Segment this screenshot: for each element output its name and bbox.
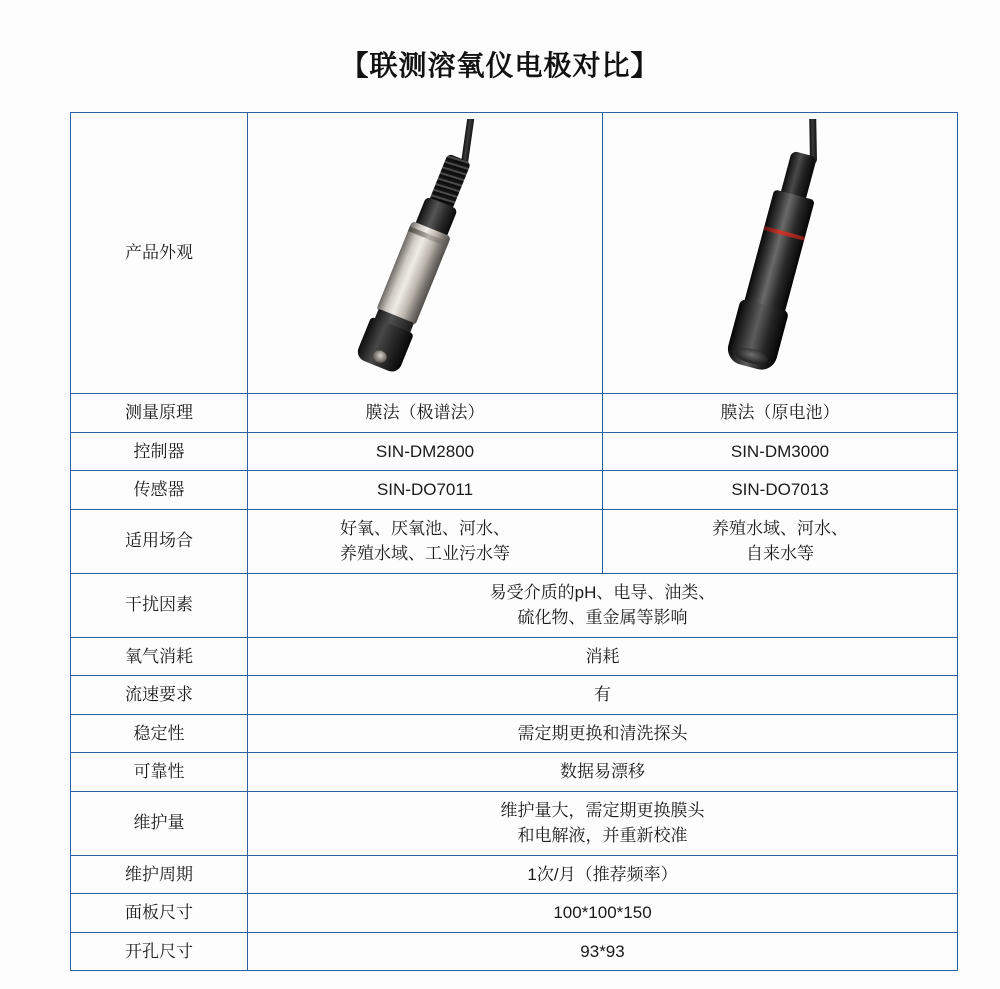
row-value-a: SIN-DO7011 [248, 471, 603, 510]
table-row [71, 432, 958, 471]
row-label: 稳定性 [71, 714, 248, 753]
row-label: 维护量 [71, 791, 248, 855]
row-label: 面板尺寸 [71, 894, 248, 933]
product-b-image-cell [603, 113, 958, 394]
table-row [71, 509, 958, 573]
row-label: 控制器 [71, 432, 248, 471]
product-a-image-cell [248, 113, 603, 394]
probe-body-icon [376, 221, 451, 326]
row-value-merged: 消耗 [248, 637, 958, 676]
row-value-merged: 1次/月（推荐频率） [248, 855, 958, 894]
table-row [71, 676, 958, 715]
row-value-merged: 需定期更换和清洗探头 [248, 714, 958, 753]
row-value-b: 养殖水域、河水、 自来水等 [603, 509, 958, 573]
row-value-merged: 维护量大，需定期更换膜头 和电解液，并重新校准 [248, 791, 958, 855]
probe-black-illustration [703, 127, 857, 380]
probe-silver-illustration [337, 128, 512, 377]
product-a-photo [252, 119, 598, 387]
probe-body-icon [743, 189, 815, 316]
row-label: 流速要求 [71, 676, 248, 715]
table-row [71, 471, 958, 510]
table-row [71, 573, 958, 637]
row-value-a: 膜法（极谱法） [248, 394, 603, 433]
row-value-merged: 数据易漂移 [248, 753, 958, 792]
row-value-merged: 93*93 [248, 932, 958, 971]
row-label-appearance: 产品外观 [71, 113, 248, 394]
product-b-photo [607, 119, 953, 387]
table-row [71, 791, 958, 855]
comparison-table-body [71, 113, 958, 971]
row-label: 氧气消耗 [71, 637, 248, 676]
row-label: 维护周期 [71, 855, 248, 894]
row-value-b: SIN-DO7013 [603, 471, 958, 510]
page-title: 【联测溶氧仪电极对比】 [340, 50, 660, 81]
row-label: 干扰因素 [71, 573, 248, 637]
table-row [71, 637, 958, 676]
row-value-b: 膜法（原电池） [603, 394, 958, 433]
row-value-a: SIN-DM2800 [248, 432, 603, 471]
row-value-merged: 100*100*150 [248, 894, 958, 933]
row-label: 传感器 [71, 471, 248, 510]
row-value-merged: 易受介质的pH、电导、油类、 硫化物、重金属等影响 [248, 573, 958, 637]
comparison-table-container [70, 112, 930, 971]
row-label: 可靠性 [71, 753, 248, 792]
row-label: 测量原理 [71, 394, 248, 433]
table-row [71, 394, 958, 433]
table-row [71, 855, 958, 894]
row-value-a: 好氧、厌氧池、河水、 养殖水域、工业污水等 [248, 509, 603, 573]
row-label: 开孔尺寸 [71, 932, 248, 971]
table-row [71, 932, 958, 971]
table-row [71, 894, 958, 933]
comparison-table [70, 112, 958, 971]
table-row [71, 753, 958, 792]
table-row [71, 714, 958, 753]
row-value-b: SIN-DM3000 [603, 432, 958, 471]
row-value-merged: 有 [248, 676, 958, 715]
row-label: 适用场合 [71, 509, 248, 573]
table-row-appearance [71, 113, 958, 394]
